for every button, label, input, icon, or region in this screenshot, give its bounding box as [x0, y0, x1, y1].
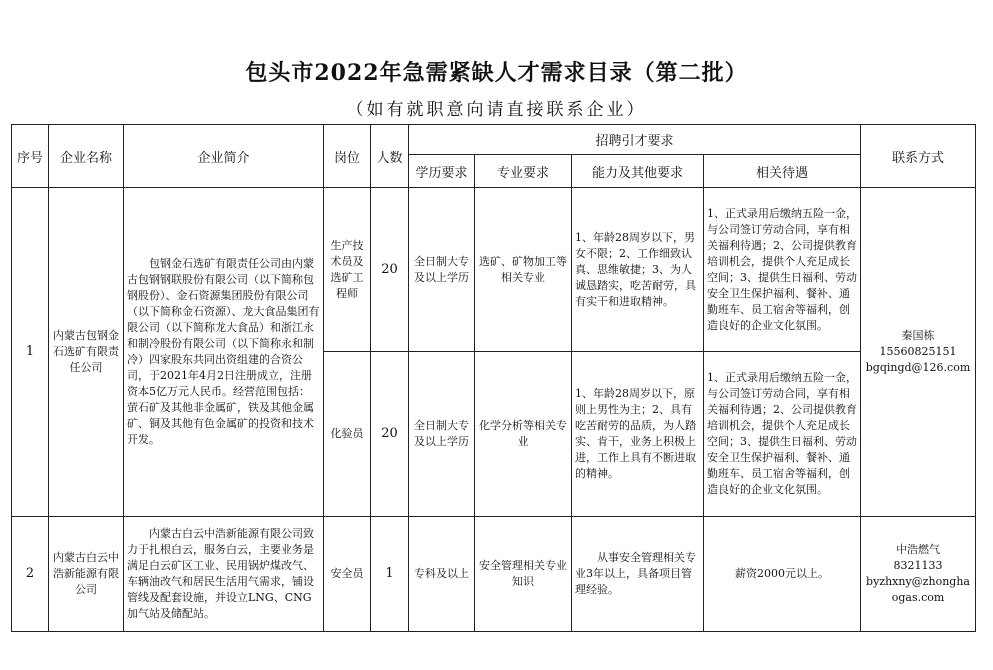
company-intro: 包钢金石选矿有限责任公司由内蒙古包钢钢联股份有限公司（以下简称包钢股份）、金石资源集团股份有限公司（以下简称金石资源）、龙大食品集团有限公司（以下简称龙大食品）和浙江永和制冷股份有限公司（以下简称永和制冷）四家股东共同出资组建的合资公司，于2021年4月2日注册成立，注册资本5亿万元人民币。经营范围包括：萤石矿及其他非金属矿，铁及其他金属矿、铜及其他有色金属矿的投资和技术开发。 — [124, 188, 324, 517]
job-position: 安全员 — [324, 517, 371, 632]
job-major: 选矿、矿物加工等相关专业 — [475, 188, 572, 352]
contact-email[interactable]: bgqingd@126.com — [865, 361, 971, 374]
contact-name: 中浩燃气 — [896, 543, 941, 556]
contact-name: 秦国栋 — [901, 329, 935, 342]
job-ability: 1、年龄28周岁以下，原则上男性为主；2、具有吃苦耐劳的品质，为人踏实、肯干，业务上积极上进，工作上具有不断进取的精神。 — [572, 352, 704, 517]
header-education: 学历要求 — [409, 155, 475, 188]
header-company: 企业名称 — [49, 125, 124, 188]
job-ability: 从事安全管理相关专业3年以上，具备项目管理经验。 — [572, 517, 704, 632]
header-benefits: 相关待遇 — [704, 155, 861, 188]
job-benefits: 1、正式录用后缴纳五险一金，与公司签订劳动合同，享有相关福利待遇；2、公司提供教育培训机会，提供个人充足成长空间；3、提供生日福利、劳动安全卫生保护福利、餐补、通勤班车、员工宿舍等福利，创造良好的企业文化氛围。 — [704, 188, 861, 352]
job-benefits: 1、正式录用后缴纳五险一金，与公司签订劳动合同，享有相关福利待遇；2、公司提供教育培训机会，提供个人充足成长空间；3、提供生日福利、劳动安全卫生保护福利、餐补、通勤班车、员工宿舍等福利，创造良好的企业文化氛围。 — [704, 352, 861, 517]
header-recruit-group: 招聘引才要求 — [409, 125, 861, 155]
company-name: 内蒙古包钢金石选矿有限责任公司 — [49, 188, 124, 517]
header-seq: 序号 — [12, 125, 49, 188]
contact-phone: 15560825151 — [879, 345, 957, 358]
job-benefits: 薪资2000元以上。 — [704, 517, 861, 632]
contact-phone: 8321133 — [893, 559, 943, 572]
job-count: 20 — [371, 188, 409, 352]
header-major: 专业要求 — [475, 155, 572, 188]
header-intro: 企业简介 — [124, 125, 324, 188]
job-education: 全日制大专及以上学历 — [409, 188, 475, 352]
row-seq: 1 — [12, 188, 49, 517]
table-row — [12, 188, 976, 352]
job-position: 化验员 — [324, 352, 371, 517]
job-major: 化学分析等相关专业 — [475, 352, 572, 517]
job-major: 安全管理相关专业知识 — [475, 517, 572, 632]
header-count: 人数 — [371, 125, 409, 188]
table-row — [12, 517, 976, 632]
header-position: 岗位 — [324, 125, 371, 188]
talent-demand-table — [11, 124, 976, 632]
row-seq: 2 — [12, 517, 49, 632]
job-ability: 1、年龄28周岁以下，男女不限；2、工作细致认真、思维敏捷；3、为人诚恳踏实，吃苦耐劳，具有实干和进取精神。 — [572, 188, 704, 352]
company-intro: 内蒙古白云中浩新能源有限公司致力于扎根白云，服务白云，主要业务是满足白云矿区工业、民用锅炉煤改气、车辆油改气和居民生活用气需求，铺设管线及配套设施，并设立LNG、CNG加气站及储配站。 — [124, 517, 324, 632]
company-name: 内蒙古白云中浩新能源有限公司 — [49, 517, 124, 632]
header-contact: 联系方式 — [861, 125, 976, 188]
contact-cell — [861, 188, 976, 517]
job-education: 专科及以上 — [409, 517, 475, 632]
page-title: 包头市2022年急需紧缺人才需求目录（第二批） — [245, 60, 748, 86]
job-education: 全日制大专及以上学历 — [409, 352, 475, 517]
header-row-1 — [12, 125, 976, 155]
page-subtitle: （如有就职意向请直接联系企业） — [346, 100, 647, 120]
header-ability: 能力及其他要求 — [572, 155, 704, 188]
contact-email[interactable]: byzhxny@zhonghaogas.com — [866, 575, 970, 604]
contact-cell — [861, 517, 976, 632]
job-count: 20 — [371, 352, 409, 517]
job-position: 生产技术员及选矿工程师 — [324, 188, 371, 352]
job-count: 1 — [371, 517, 409, 632]
